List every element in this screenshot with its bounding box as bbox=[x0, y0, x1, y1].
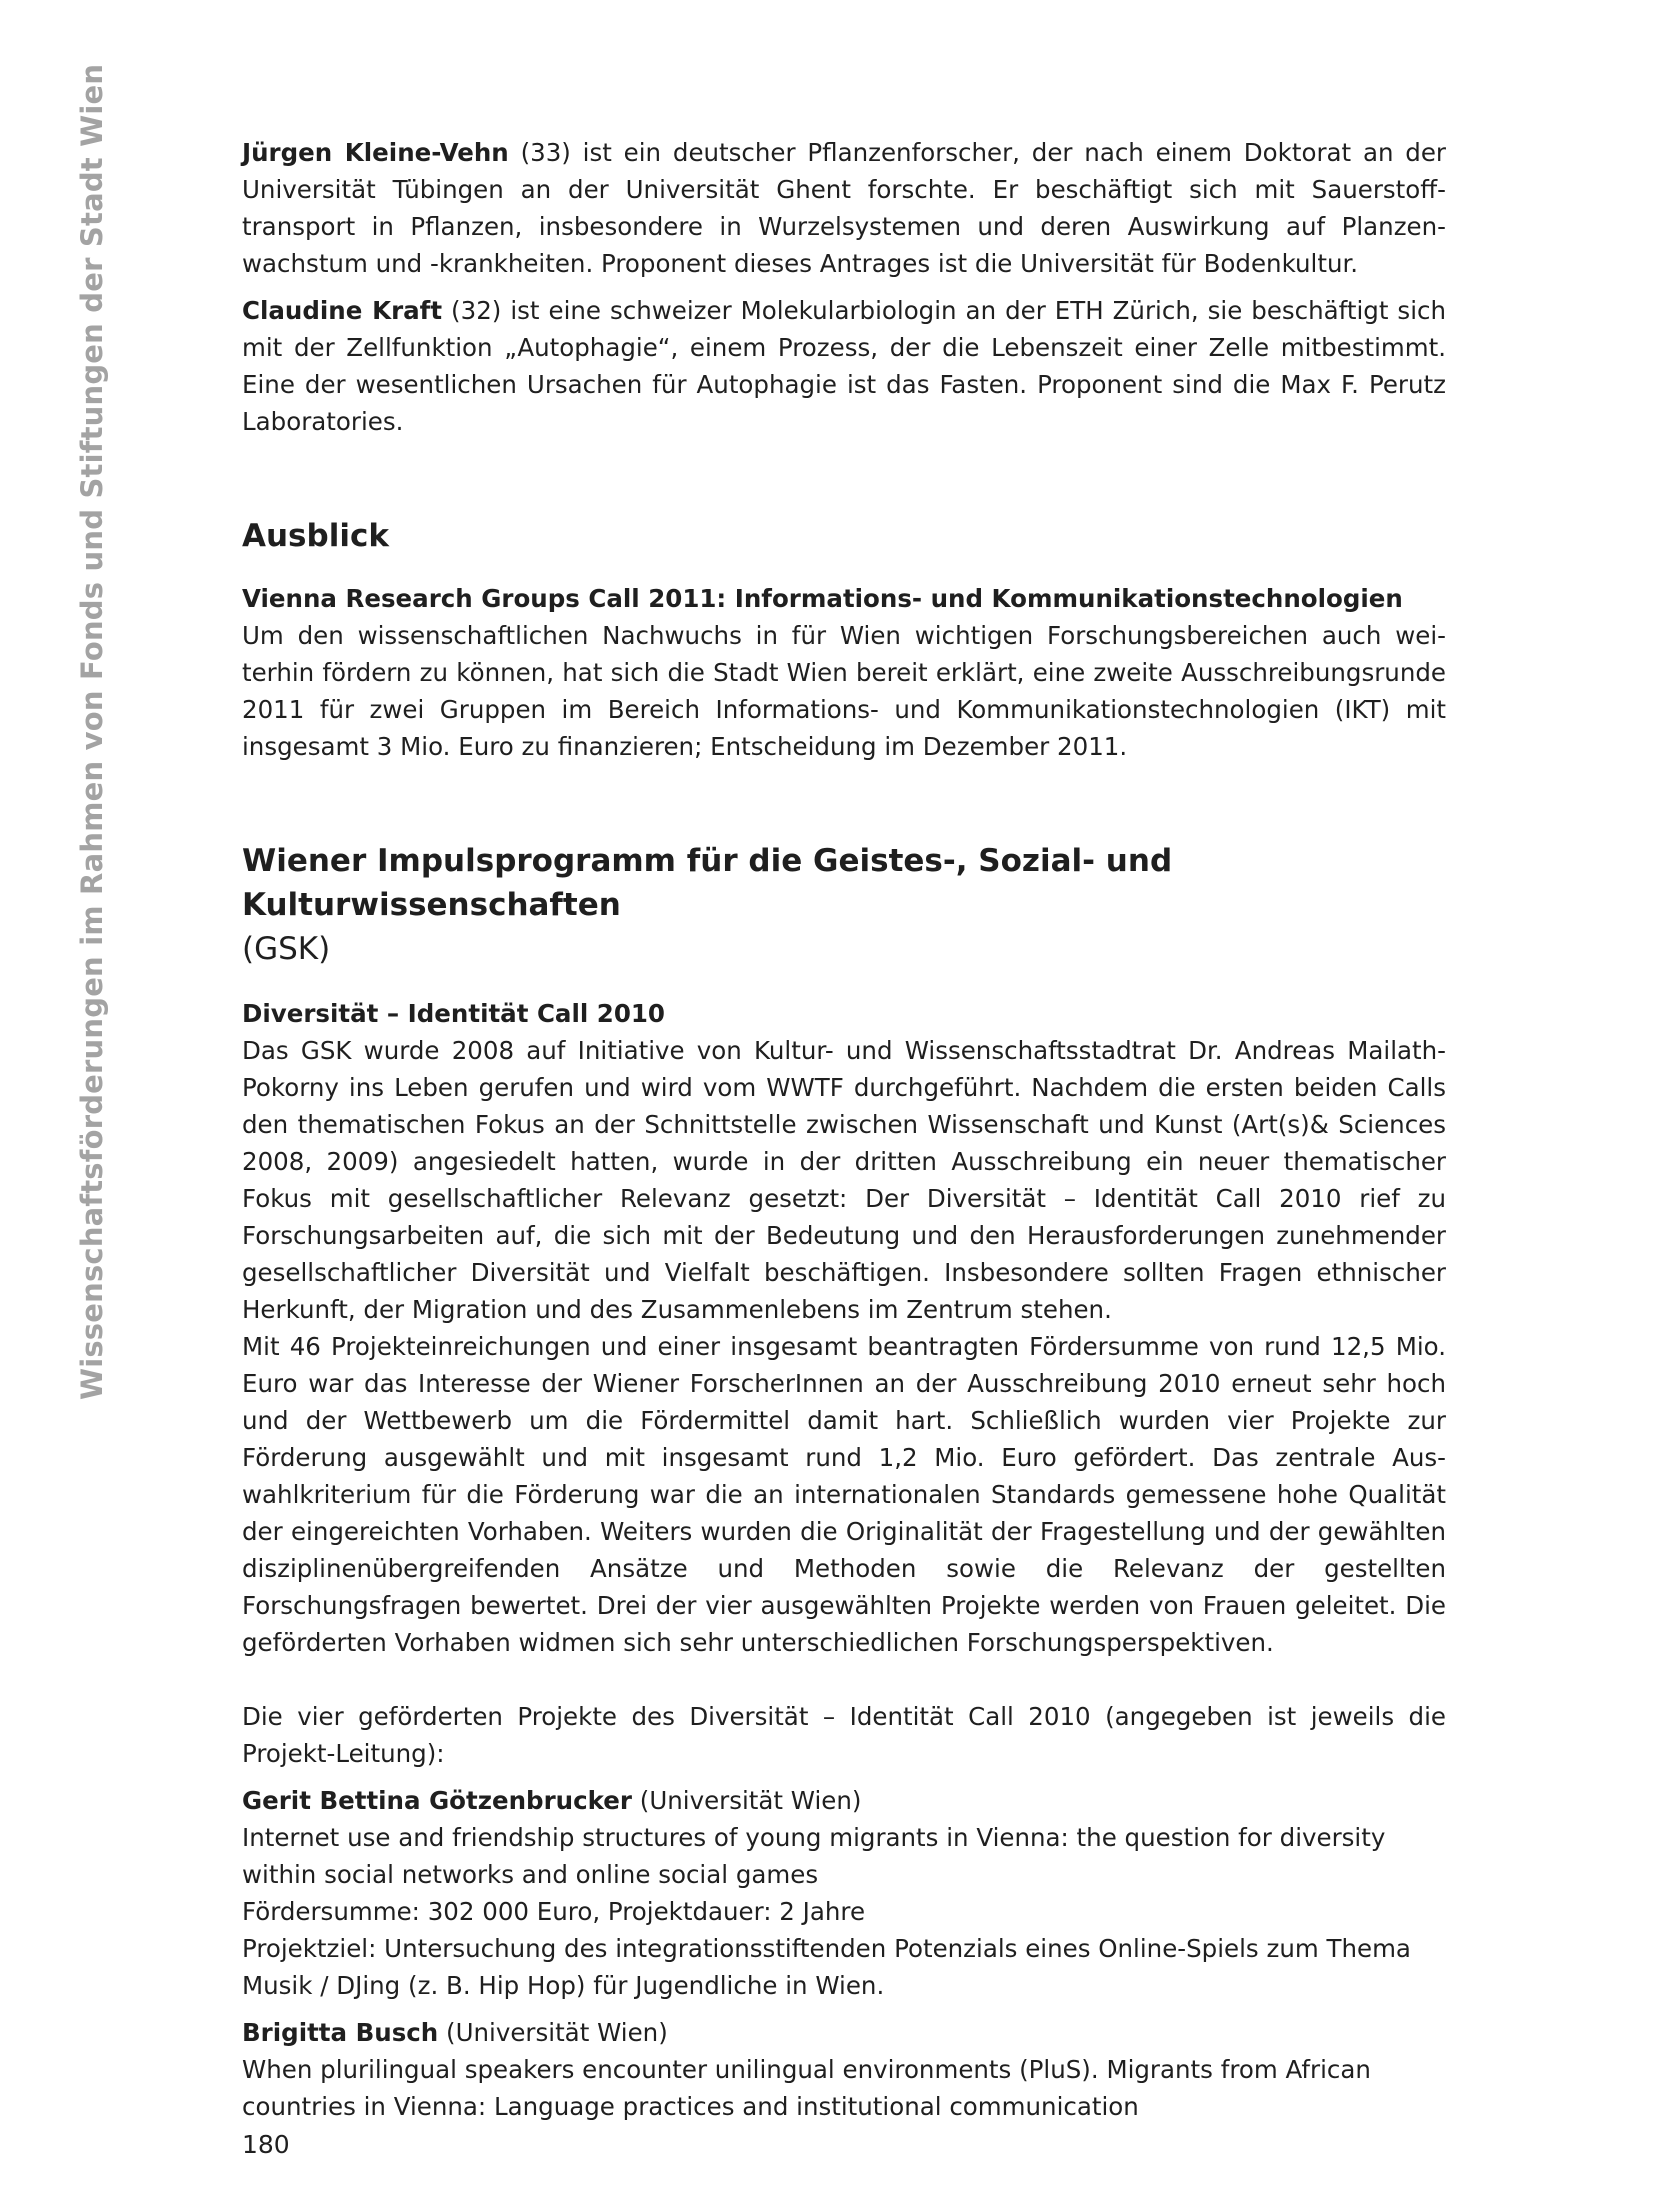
page-content bbox=[242, 134, 1446, 2125]
project-lead bbox=[242, 2014, 1446, 2051]
project-title: When plurilingual speakers encounter unilingual environments (PluS). Migrants from African countries in Vienna: Language practices and institutional communication bbox=[242, 2055, 1371, 2121]
project-goal: Projektziel: Untersuchung des integrationsstiftenden Potenzials eines Online-Spiels zum Thema Musik / DJing (z. B. Hip Hop) für Jugendliche in Wien. bbox=[242, 1934, 1411, 2000]
project-title: Internet use and friendship structures of young migrants in Vienna: the question for diversity within social networks and online social games bbox=[242, 1823, 1386, 1889]
paragraph-text: (33) ist ein deutscher Pflanzenforscher, der nach einem Doktorat an der Universität Tübingen an der Universität Ghent forschte. Er beschäftigt sich mit Sauerstofftransport in Pflanzen, insbesondere in Wurzelsystemen und deren Auswirkung auf Planzenwachstum und -krankheiten. Proponent dieses Antrages ist die Universität für Bodenkultur. bbox=[242, 138, 1446, 278]
project-goetzenbrucker bbox=[242, 1782, 1446, 2004]
person-name: Brigitta Busch bbox=[242, 2018, 439, 2047]
intro-paragraph-kraft bbox=[242, 292, 1446, 440]
gsk-heading-suffix: (GSK) bbox=[242, 931, 331, 967]
intro-paragraph-kleine-vehn bbox=[242, 134, 1446, 282]
paragraph-text: (32) ist eine schweizer Molekularbiologin an der ETH Zürich, sie beschäftigt sich mit der Zellfunktion „Autophagie“, einem Prozess, der die Lebenszeit einer Zelle mitbestimmt. Eine der wesentlichen Ursachen für Autophagie ist das Fasten. Proponent sind die Max F. Perutz Laboratories. bbox=[242, 296, 1446, 436]
project-funding: Fördersumme: 302 000 Euro, Projektdauer: 2 Jahre bbox=[242, 1897, 866, 1926]
gsk-heading bbox=[242, 839, 1446, 971]
project-lead bbox=[242, 1782, 1446, 1819]
ausblick-subheading: Vienna Research Groups Call 2011: Informations- und Kommunikationstechnologien bbox=[242, 584, 1403, 613]
side-title-text: Wissenschaftsförderungen im Rahmen von Fonds und Stiftungen der Stadt Wien bbox=[75, 63, 109, 1400]
ausblick-heading: Ausblick bbox=[242, 518, 389, 554]
page-number: 180 bbox=[242, 2130, 290, 2159]
project-affiliation: (Universität Wien) bbox=[631, 1786, 862, 1815]
gsk-paragraph-2: Mit 46 Projekteinreichungen und einer insgesamt beantragten Fördersumme von rund 12,5 Mio. Euro war das Interesse der Wiener ForscherInnen an der Ausschreibung 2010 erneut sehr hoch und der Wettbewerb um die Fördermittel damit hart. Schließlich wurden vier Projekte zur Förderung ausgewählt und mit insgesamt rund 1,2 Mio. Euro gefördert. Das zentrale Auswahlkriterium für die Förderung war die an internationalen Standards gemessene hohe Qualität der eingereichten Vorhaben. Weiters wurden die Originalität der Fragestellung und der gewählten disziplinenübergreifenden Ansätze und Methoden sowie die Relevanz der gestellten Forschungsfragen bewertet. Drei der vier ausgewählten Projekte werden von Frauen geleitet. Die geförderten Vorhaben widmen sich sehr unterschiedlichen Forschungsperspektiven. bbox=[242, 1332, 1446, 1657]
gsk-heading-title: Wiener Impulsprogramm für die Geistes-, Sozial- und Kulturwissenschaften bbox=[242, 843, 1173, 923]
person-name: Claudine Kraft bbox=[242, 296, 443, 325]
person-name: Gerit Bettina Götzenbrucker bbox=[242, 1786, 632, 1815]
projects-intro: Die vier geförderten Projekte des Diversität – Identität Call 2010 (angegeben ist jeweils die Projekt-Leitung): bbox=[242, 1702, 1446, 1768]
project-busch bbox=[242, 2014, 1446, 2125]
ausblick-paragraph: Um den wissenschaftlichen Nachwuchs in für Wien wichtigen Forschungsbereichen auch weiterhin fördern zu können, hat sich die Stadt Wien bereit erklärt, eine zweite Ausschreibungsrunde 2011 für zwei Gruppen im Bereich Informations- und Kommunikationstechnologien (IKT) mit insgesamt 3 Mio. Euro zu finanzieren; Entscheidung im Dezember 2011. bbox=[242, 621, 1446, 761]
project-affiliation: (Universität Wien) bbox=[438, 2018, 668, 2047]
gsk-subheading: Diversität – Identität Call 2010 bbox=[242, 999, 665, 1028]
gsk-paragraph-1: Das GSK wurde 2008 auf Initiative von Kultur- und Wissenschaftsstadtrat Dr. Andreas Mailath-Pokorny ins Leben gerufen und wird vom WWTF durchgeführt. Nachdem die ersten beiden Calls den thematischen Fokus an der Schnittstelle zwischen Wissenschaft und Kunst (Art(s)& Sciences 2008, 2009) angesiedelt hatten, wurde in der dritten Ausschreibung ein neuer thematischer Fokus mit gesellschaftlicher Relevanz gesetzt: Der Diversität – Identität Call 2010 rief zu Forschungsarbeiten auf, die sich mit der Bedeutung und den Herausforderungen zunehmender gesellschaftlicher Diversität und Vielfalt beschäftigen. Insbesondere sollten Fragen ethnischer Herkunft, der Migration und des Zusammenlebens im Zentrum stehen. bbox=[242, 1036, 1446, 1324]
person-name: Jürgen Kleine-Vehn bbox=[242, 138, 509, 167]
